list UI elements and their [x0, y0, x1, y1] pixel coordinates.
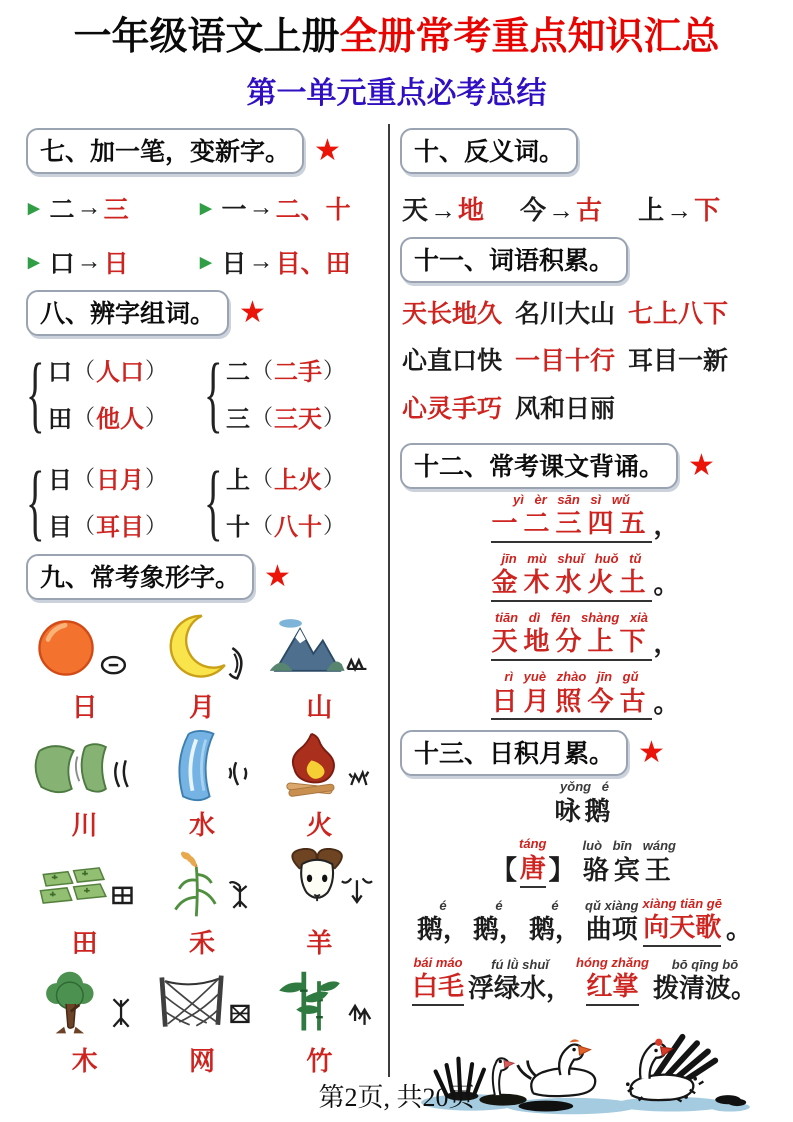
pinyin: qǔ xiàng — [585, 897, 639, 913]
answer-char: 三 — [103, 195, 129, 224]
pinyin: é — [551, 897, 559, 913]
verse-text: 红掌 — [586, 970, 638, 1006]
poem-line — [400, 493, 769, 543]
brace-rows — [48, 352, 168, 434]
verse-text: 。 — [725, 913, 752, 944]
pinyin: fú lǜ shuǐ — [491, 956, 549, 972]
antonym-pair — [520, 190, 602, 227]
answer-word: 人口 — [96, 358, 145, 386]
star-icon: ★ — [239, 295, 266, 329]
section-11-heading-row — [400, 237, 769, 283]
bamboo-icon — [265, 966, 373, 1040]
arrow-icon: → — [666, 194, 693, 225]
pinyin-char-segment — [554, 780, 614, 828]
word-row — [48, 399, 168, 434]
answer-char: 二、十 — [275, 195, 351, 224]
list-item — [200, 244, 378, 280]
pinyin-char-segment — [412, 956, 464, 1006]
pinyin-char-segment — [491, 611, 651, 661]
char: 日 — [48, 466, 72, 494]
page-title-red: 全册常考重点知识汇总 — [339, 16, 720, 58]
pictograph-grain — [143, 848, 260, 960]
section-10-heading-row — [400, 128, 769, 174]
word-row — [226, 507, 346, 542]
pinyin: rì yuè zhào jīn gǔ — [504, 669, 639, 685]
poem-text: 日月照今古 — [491, 685, 651, 721]
brace-icon: { — [204, 452, 223, 549]
idiom: 心灵手巧 — [402, 394, 503, 423]
poem-line — [400, 552, 769, 602]
pictograph-label: 竹 — [306, 1045, 333, 1076]
pinyin: jīn mù shuǐ huǒ tǔ — [501, 551, 642, 567]
pinyin: hóng zhǎng — [576, 954, 649, 970]
pictograph-net — [143, 966, 260, 1078]
pictograph-label: 木 — [71, 1045, 98, 1076]
brace-group — [26, 344, 200, 441]
idiom-row — [402, 291, 769, 339]
idiom-row — [402, 386, 769, 434]
right-column — [400, 118, 769, 1117]
paren-close: ） — [145, 404, 168, 430]
arrow-icon: → — [76, 247, 102, 275]
pinyin: é — [439, 897, 447, 913]
list-item — [28, 190, 200, 226]
pictograph-label: 川 — [71, 809, 98, 840]
idiom: 心直口快 — [402, 347, 503, 375]
verse-line — [400, 956, 769, 1006]
pictograph-grid — [26, 612, 378, 1078]
paren-close: ） — [323, 465, 346, 491]
page-title — [0, 14, 793, 62]
char: 田 — [48, 405, 72, 433]
pictograph-sun — [26, 612, 143, 724]
char: 三 — [226, 405, 250, 433]
pictograph-label: 山 — [306, 691, 333, 722]
word-to: 古 — [576, 194, 603, 225]
pictograph-label: 水 — [188, 809, 215, 840]
unit-subtitle: 第一单元重点必考总结 — [246, 76, 547, 110]
pinyin: é — [495, 897, 503, 913]
page-number: 第2页, 共20页 — [318, 1083, 475, 1112]
pinyin-char-segment — [473, 899, 525, 947]
net-icon — [148, 966, 256, 1040]
pinyin: bái máo — [413, 954, 463, 970]
triangle-bullet-icon: ▶ — [28, 253, 40, 271]
verse-text: 鹅， — [417, 913, 470, 944]
arrow-icon: → — [430, 194, 457, 225]
paren-open: （ — [73, 465, 96, 491]
pinyin-char-segment — [468, 958, 572, 1006]
brace-icon: { — [26, 452, 45, 549]
pinyin-char-segment — [519, 837, 546, 887]
poem-line — [400, 670, 769, 720]
recitation-poem — [400, 493, 769, 720]
verse-text: 白毛 — [412, 970, 464, 1006]
idiom: 耳目一新 — [628, 347, 729, 375]
answer-char: 目、田 — [275, 249, 351, 278]
page-title-black: 一年级语文上册 — [73, 16, 340, 58]
pinyin-char-segment — [643, 897, 722, 947]
base-char: 一 — [221, 195, 247, 224]
arrow-icon: → — [76, 193, 102, 221]
pictograph-fire — [261, 730, 378, 842]
answer-char: 日 — [103, 249, 129, 278]
word-row — [226, 460, 346, 495]
verse-text: 鹅， — [529, 913, 582, 944]
punctuation: 。 — [653, 569, 680, 600]
answer-word: 二手 — [274, 358, 323, 386]
star-icon: ★ — [314, 133, 341, 167]
section-10-heading: 十、反义词。 — [400, 128, 578, 174]
brace-rows — [226, 352, 346, 434]
paren-close: ） — [145, 512, 168, 538]
brace-icon: { — [26, 344, 45, 441]
pictograph-sheep — [261, 848, 378, 960]
word-row — [226, 352, 346, 387]
pinyin-char-segment — [653, 958, 757, 1006]
idiom: 名川大山 — [515, 299, 616, 328]
triangle-bullet-icon: ▶ — [200, 199, 212, 217]
base-char: 口 — [49, 249, 75, 278]
pictograph-label: 禾 — [188, 927, 215, 958]
add-stroke-list — [28, 190, 378, 280]
brace-rows — [48, 460, 168, 542]
moon-icon — [148, 612, 256, 686]
pictograph-bamboo — [261, 966, 378, 1078]
paren-close: ） — [145, 465, 168, 491]
word-group-grid — [26, 344, 378, 549]
pinyin-char-segment — [529, 899, 581, 947]
pictograph-label: 网 — [188, 1045, 215, 1076]
pictograph-label: 羊 — [306, 927, 333, 958]
paren-close: ） — [323, 404, 346, 430]
pinyin-char-segment — [726, 913, 752, 947]
left-column — [26, 118, 378, 1117]
poem-title-row — [400, 780, 769, 828]
poem-line — [400, 611, 769, 661]
column-divider — [388, 124, 390, 1077]
answer-word: 三天 — [274, 405, 323, 433]
pictograph-label: 火 — [306, 809, 333, 840]
pictograph-tree — [26, 966, 143, 1078]
pictograph-label: 田 — [71, 927, 98, 958]
pinyin-char-segment — [583, 839, 676, 887]
word-to: 地 — [458, 194, 485, 225]
poem-title: 咏鹅 — [554, 795, 615, 826]
punctuation: ， — [653, 510, 680, 541]
word-row — [48, 352, 168, 387]
char: 二 — [226, 358, 250, 386]
antonym-pair — [402, 190, 484, 227]
poem-author-row — [400, 837, 769, 887]
brace-group — [204, 452, 378, 549]
section-12-heading-row — [400, 443, 769, 489]
pinyin: luò bīn wáng — [582, 838, 676, 854]
pinyin-char-segment — [417, 899, 469, 947]
verse-line — [400, 897, 769, 947]
char: 十 — [226, 513, 250, 541]
word-to: 下 — [694, 194, 721, 225]
star-icon: ★ — [264, 559, 291, 593]
list-item — [28, 244, 200, 280]
pinyin-char-segment — [491, 552, 651, 602]
bracket-close: 】 — [548, 854, 575, 885]
brace-group — [26, 452, 200, 549]
word-from: 今 — [520, 194, 547, 225]
pictograph-field — [26, 848, 143, 960]
char: 上 — [226, 466, 250, 494]
section-9-heading-row — [26, 554, 378, 600]
answer-word: 他人 — [96, 405, 145, 433]
antonym-row — [402, 190, 769, 227]
brace-icon: { — [204, 344, 223, 441]
pinyin-char-segment — [585, 899, 638, 947]
pictograph-label: 日 — [71, 691, 98, 722]
paren-open: （ — [251, 357, 274, 383]
pinyin-char-segment — [576, 956, 649, 1006]
idiom-list — [402, 291, 769, 434]
section-8-heading: 八、辨字组词。 — [26, 290, 229, 336]
section-12-heading: 十二、常考课文背诵。 — [400, 443, 678, 489]
section-8-heading-row — [26, 290, 378, 336]
poem-text: 一二三四五 — [491, 507, 651, 543]
sheep-icon — [265, 848, 373, 922]
base-char: 二 — [49, 195, 75, 224]
field-icon — [31, 848, 139, 922]
paren-open: （ — [73, 404, 96, 430]
sun-icon — [31, 612, 139, 686]
arrow-icon: → — [548, 194, 575, 225]
section-13-heading-row — [400, 730, 769, 776]
dynasty: 唐 — [520, 852, 546, 888]
answer-word: 日月 — [96, 466, 145, 494]
triangle-bullet-icon: ▶ — [200, 253, 212, 271]
antonym-pair — [638, 190, 720, 227]
pinyin-char-segment — [491, 670, 651, 720]
pinyin: yǒng é — [560, 779, 609, 795]
fire-icon — [265, 730, 373, 804]
pictograph-label: 月 — [188, 691, 215, 722]
author-name: 骆宾王 — [582, 854, 676, 885]
paren-close: ） — [323, 357, 346, 383]
tree-icon — [31, 966, 139, 1040]
paren-close: ） — [145, 357, 168, 383]
idiom: 一目十行 — [515, 347, 616, 375]
poem-text: 天地分上下 — [491, 625, 651, 661]
pinyin: xiàng tiān gē — [642, 895, 722, 911]
pinyin: táng — [519, 836, 547, 852]
pictograph-mountain — [261, 612, 378, 724]
pinyin: yì èr sān sì wǔ — [513, 492, 630, 507]
idiom: 风和日丽 — [515, 394, 616, 423]
word-row — [48, 507, 168, 542]
pictograph-moon — [143, 612, 260, 724]
paren-open: （ — [251, 404, 274, 430]
star-icon: ★ — [688, 449, 715, 482]
verse-text: 拨清波。 — [652, 972, 757, 1003]
pinyin: bō qīng bō — [671, 956, 739, 972]
char: 口 — [48, 358, 72, 386]
two-column-content — [0, 112, 793, 1117]
list-item — [200, 190, 378, 226]
verse-text: 向天歌 — [643, 911, 721, 947]
arrow-icon: → — [248, 193, 274, 221]
paren-open: （ — [73, 357, 96, 383]
arrow-icon: → — [248, 247, 274, 275]
bracket-open: 【 — [491, 854, 518, 885]
star-icon: ★ — [638, 736, 665, 770]
pictograph-river — [26, 730, 143, 842]
answer-word: 上火 — [274, 466, 323, 494]
answer-word: 耳目 — [96, 513, 145, 541]
paren-open: （ — [251, 512, 274, 538]
triangle-bullet-icon: ▶ — [28, 199, 40, 217]
section-13-heading: 十三、日积月累。 — [400, 730, 628, 776]
word-row — [226, 399, 346, 434]
idiom-row — [402, 338, 769, 386]
grain-icon — [148, 848, 256, 922]
verse-text: 曲项 — [585, 913, 638, 944]
section-11-heading: 十一、词语积累。 — [400, 237, 628, 283]
idiom: 七上八下 — [628, 299, 729, 328]
river-icon — [31, 730, 139, 804]
pinyin-char-segment — [491, 493, 651, 543]
section-7-heading: 七、加一笔，变新字。 — [26, 128, 304, 174]
word-from: 天 — [402, 194, 429, 225]
pictograph-water — [143, 730, 260, 842]
paren-close: ） — [323, 512, 346, 538]
idiom: 天长地久 — [402, 299, 503, 328]
paren-open: （ — [73, 512, 96, 538]
punctuation: 。 — [653, 687, 680, 718]
word-from: 上 — [638, 194, 665, 225]
base-char: 日 — [221, 249, 247, 278]
water-icon — [148, 730, 256, 804]
mountain-icon — [265, 612, 373, 686]
punctuation: ， — [653, 628, 680, 659]
poem-text: 金木水火土 — [491, 566, 651, 602]
pinyin: tiān dì fēn shàng xià — [495, 610, 648, 626]
brace-rows — [226, 460, 346, 542]
section-7-heading-row — [26, 128, 378, 174]
paren-open: （ — [251, 465, 274, 491]
word-row — [48, 460, 168, 495]
answer-word: 八十 — [274, 513, 323, 541]
verse-text: 浮绿水， — [468, 972, 573, 1003]
verse-text: 鹅， — [473, 913, 526, 944]
char: 目 — [48, 513, 72, 541]
section-9-heading: 九、常考象形字。 — [26, 554, 254, 600]
brace-group — [204, 344, 378, 441]
